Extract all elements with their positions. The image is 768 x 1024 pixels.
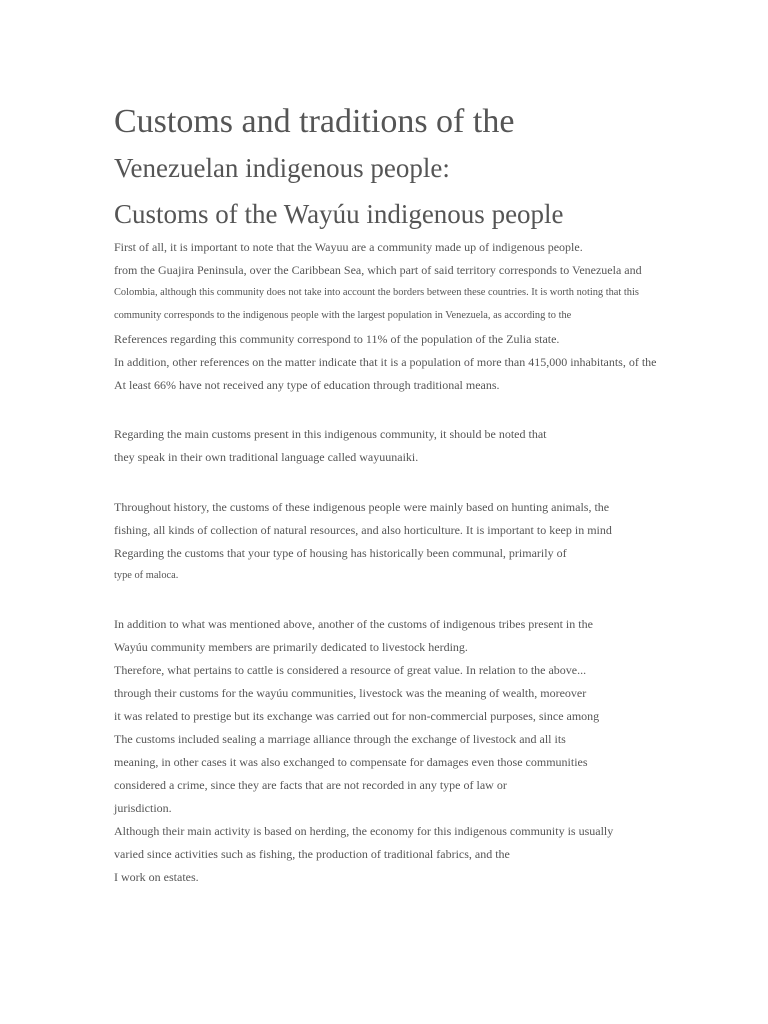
body-line: community corresponds to the indigenous people with the largest population in Venezuela, as according to the: [114, 310, 572, 321]
body-line: Regarding the main customs present in this indigenous community, it should be noted that: [114, 427, 547, 441]
body-line: In addition to what was mentioned above, another of the customs of indigenous tribes present in the: [114, 617, 593, 631]
body-line: fishing, all kinds of collection of natural resources, and also horticulture. It is important to keep in mind: [114, 523, 612, 537]
body-line: they speak in their own traditional language called wayuunaiki.: [114, 450, 419, 464]
body-line: At least 66% have not received any type of education through traditional means.: [114, 378, 500, 392]
body-line: Colombia, although this community does not take into account the borders between these countries. It is worth noting that this: [114, 287, 639, 298]
body-line: it was related to prestige but its exchange was carried out for non-commercial purposes, since among: [114, 709, 600, 723]
body-line: First of all, it is important to note that the Wayuu are a community made up of indigenous people.: [114, 240, 583, 254]
body-line: type of maloca.: [114, 570, 179, 581]
body-line: jurisdiction.: [114, 801, 172, 815]
body-line: The customs included sealing a marriage alliance through the exchange of livestock and all its: [114, 732, 566, 746]
body-line: Wayúu community members are primarily dedicated to livestock herding.: [114, 640, 468, 654]
body-line: varied since activities such as fishing, the production of traditional fabrics, and the: [114, 847, 510, 861]
body-line: Throughout history, the customs of these indigenous people were mainly based on hunting animals, the: [114, 500, 610, 514]
title-line-2: Venezuelan indigenous people:: [114, 153, 450, 183]
section-heading: Customs of the Wayúu indigenous people: [114, 199, 564, 229]
body-line: Regarding the customs that your type of housing has historically been communal, primarily of: [114, 546, 567, 560]
title-line-1: Customs and traditions of the: [114, 103, 515, 140]
body-line: considered a crime, since they are facts that are not recorded in any type of law or: [114, 778, 507, 792]
body-line: from the Guajira Peninsula, over the Caribbean Sea, which part of said territory corresponds to Venezuela and: [114, 263, 642, 277]
body-line: References regarding this community correspond to 11% of the population of the Zulia state.: [114, 332, 560, 346]
body-line: meaning, in other cases it was also exchanged to compensate for damages even those communities: [114, 755, 588, 769]
body-line: I work on estates.: [114, 870, 199, 884]
body-line: Although their main activity is based on herding, the economy for this indigenous community is usually: [114, 824, 614, 838]
body-line: In addition, other references on the matter indicate that it is a population of more than 415,000 inhabitants, of the: [114, 355, 657, 369]
body-line: Therefore, what pertains to cattle is considered a resource of great value. In relation to the above...: [114, 663, 587, 677]
body-line: through their customs for the wayúu communities, livestock was the meaning of wealth, moreover: [114, 686, 587, 700]
